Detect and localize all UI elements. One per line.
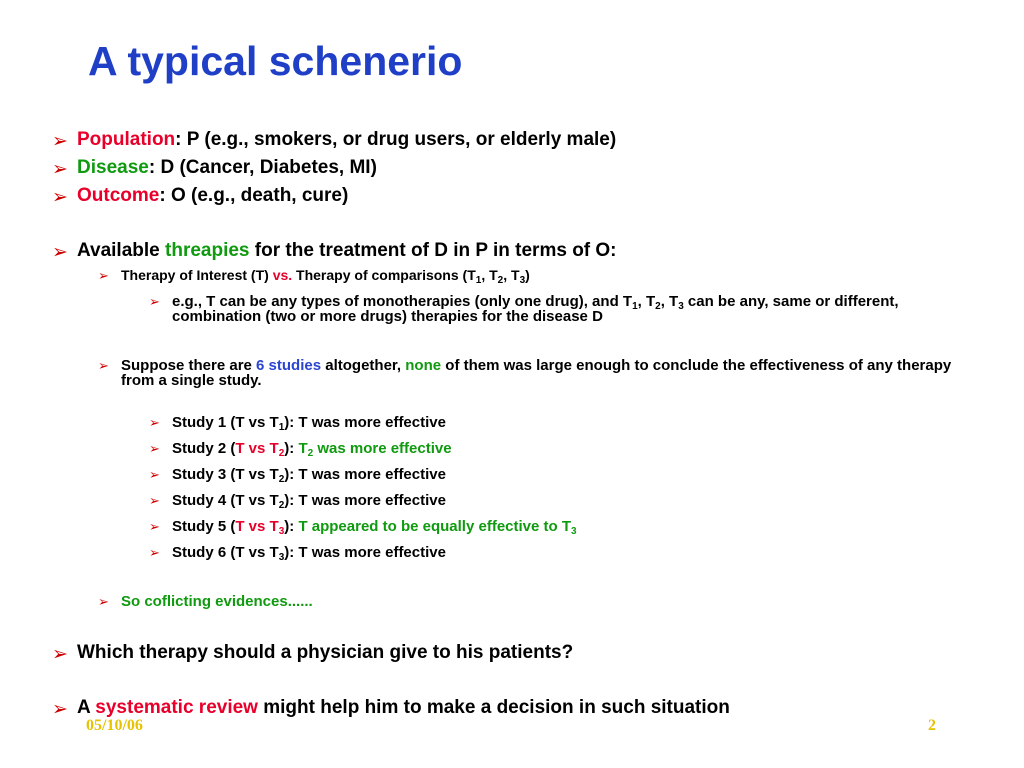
bullet-population bbox=[77, 130, 616, 149]
bullet-arrow-icon: ➢ bbox=[98, 358, 109, 373]
bullet-arrow-icon: ➢ bbox=[52, 242, 68, 263]
suppose-mid: altogether, bbox=[321, 357, 406, 374]
study-text: Study 5 ( bbox=[172, 518, 236, 535]
bullet-arrow-icon: ➢ bbox=[98, 594, 109, 609]
outcome-text: : O (e.g., death, cure) bbox=[159, 185, 349, 206]
eg-sub2: 2 bbox=[655, 301, 661, 312]
study-3 bbox=[172, 466, 446, 485]
therapy-c1: , T bbox=[481, 267, 498, 283]
bullet-arrow-icon: ➢ bbox=[149, 294, 160, 309]
bullet-arrow-icon: ➢ bbox=[52, 699, 68, 720]
bullet-suppose bbox=[121, 358, 961, 388]
footer-page-number: 2 bbox=[928, 717, 936, 734]
study-sub: 2 bbox=[278, 474, 285, 485]
study-text: ): bbox=[284, 518, 299, 535]
systematic-post: might help him to make a decision in such situation bbox=[257, 697, 730, 718]
suppose-studies: 6 studies bbox=[256, 357, 322, 374]
eg-post: can be any, same or different, combination (two or more drugs) therapies for the disease D bbox=[172, 293, 899, 325]
study-sub: 3 bbox=[278, 526, 285, 537]
study-6 bbox=[172, 544, 446, 563]
bullet-conflict: So coflicting evidences...... bbox=[121, 593, 313, 610]
bullet-eg bbox=[172, 294, 952, 324]
therapy-sub2: 2 bbox=[497, 275, 504, 286]
population-text: : P (e.g., smokers, or drug users, or elderly male) bbox=[175, 129, 617, 150]
study-sub: 2 bbox=[278, 500, 285, 511]
bullet-arrow-icon: ➢ bbox=[149, 441, 160, 456]
study-text: Study 3 (T vs T bbox=[172, 466, 279, 483]
study-5 bbox=[172, 518, 577, 537]
therapy-sub1: 1 bbox=[475, 275, 482, 286]
therapy-end: ) bbox=[525, 267, 530, 283]
suppose-post: of them was large enough to conclude the effectiveness of any therapy from a single study. bbox=[121, 357, 952, 389]
study-text: Study 1 (T vs T bbox=[172, 414, 279, 431]
study-text: ): T was more effective bbox=[284, 492, 446, 509]
bullet-arrow-icon: ➢ bbox=[98, 268, 109, 283]
eg-pre: e.g., T can be any types of monotherapies (only one drug), and T bbox=[172, 293, 633, 310]
therapy-pre: Therapy of Interest (T) bbox=[121, 267, 273, 283]
eg-sub3: 3 bbox=[678, 301, 684, 312]
bullet-arrow-icon: ➢ bbox=[149, 519, 160, 534]
study-2 bbox=[172, 440, 452, 459]
bullet-outcome bbox=[77, 186, 348, 205]
bullet-therapy bbox=[121, 267, 530, 286]
disease-term: Disease bbox=[77, 157, 149, 178]
disease-text: : D (Cancer, Diabetes, MI) bbox=[148, 157, 377, 178]
available-pre: Available bbox=[77, 240, 166, 261]
population-term: Population bbox=[77, 129, 176, 150]
footer-date: 05/10/06 bbox=[86, 717, 143, 734]
bullet-which: Which therapy should a physician give to his patients? bbox=[77, 642, 574, 663]
slide-title: A typical schenerio bbox=[88, 38, 463, 84]
available-post: for the treatment of D in P in terms of O: bbox=[249, 240, 617, 261]
suppose-pre: Suppose there are bbox=[121, 357, 257, 374]
eg-c2: , T bbox=[660, 293, 679, 310]
bullet-arrow-icon: ➢ bbox=[149, 467, 160, 482]
suppose-none: none bbox=[405, 357, 442, 374]
study-green: was more effective bbox=[313, 440, 452, 457]
study-red: T vs T bbox=[235, 518, 279, 535]
bullet-arrow-icon: ➢ bbox=[52, 131, 68, 152]
study-text: Study 2 ( bbox=[172, 440, 236, 457]
therapy-sub3: 3 bbox=[519, 275, 526, 286]
study-green-sub: 3 bbox=[571, 526, 577, 537]
bullet-systematic bbox=[77, 698, 730, 717]
systematic-term: systematic review bbox=[95, 697, 258, 718]
bullet-disease bbox=[77, 158, 377, 177]
study-green: T appeared to be equally effective to T bbox=[298, 518, 572, 535]
bullet-arrow-icon: ➢ bbox=[149, 493, 160, 508]
study-text: Study 6 (T vs T bbox=[172, 544, 279, 561]
eg-c1: , T bbox=[637, 293, 656, 310]
bullet-arrow-icon: ➢ bbox=[52, 187, 68, 208]
study-text: ): bbox=[284, 440, 299, 457]
study-4 bbox=[172, 492, 446, 511]
bullet-arrow-icon: ➢ bbox=[149, 415, 160, 430]
study-text: ): T was more effective bbox=[284, 414, 446, 431]
study-text: ): T was more effective bbox=[284, 544, 446, 561]
study-sub: 2 bbox=[278, 448, 285, 459]
study-text: ): T was more effective bbox=[284, 466, 446, 483]
bullet-arrow-icon: ➢ bbox=[149, 545, 160, 560]
available-term: threapies bbox=[165, 240, 250, 261]
study-text: Study 4 (T vs T bbox=[172, 492, 279, 509]
systematic-pre: A bbox=[77, 697, 96, 718]
study-1 bbox=[172, 414, 446, 433]
therapy-vs: vs. bbox=[272, 267, 293, 283]
therapy-mid: Therapy of comparisons (T bbox=[292, 267, 476, 283]
bullet-available bbox=[77, 241, 617, 260]
study-green-sub: 2 bbox=[307, 448, 314, 459]
outcome-term: Outcome bbox=[77, 185, 160, 206]
bullet-arrow-icon: ➢ bbox=[52, 159, 68, 180]
bullet-arrow-icon: ➢ bbox=[52, 644, 68, 665]
therapy-c2: , T bbox=[503, 267, 520, 283]
study-sub: 1 bbox=[278, 422, 285, 433]
eg-sub1: 1 bbox=[632, 301, 638, 312]
study-red: T vs T bbox=[235, 440, 279, 457]
study-green: T bbox=[298, 440, 308, 457]
study-sub: 3 bbox=[278, 552, 285, 563]
